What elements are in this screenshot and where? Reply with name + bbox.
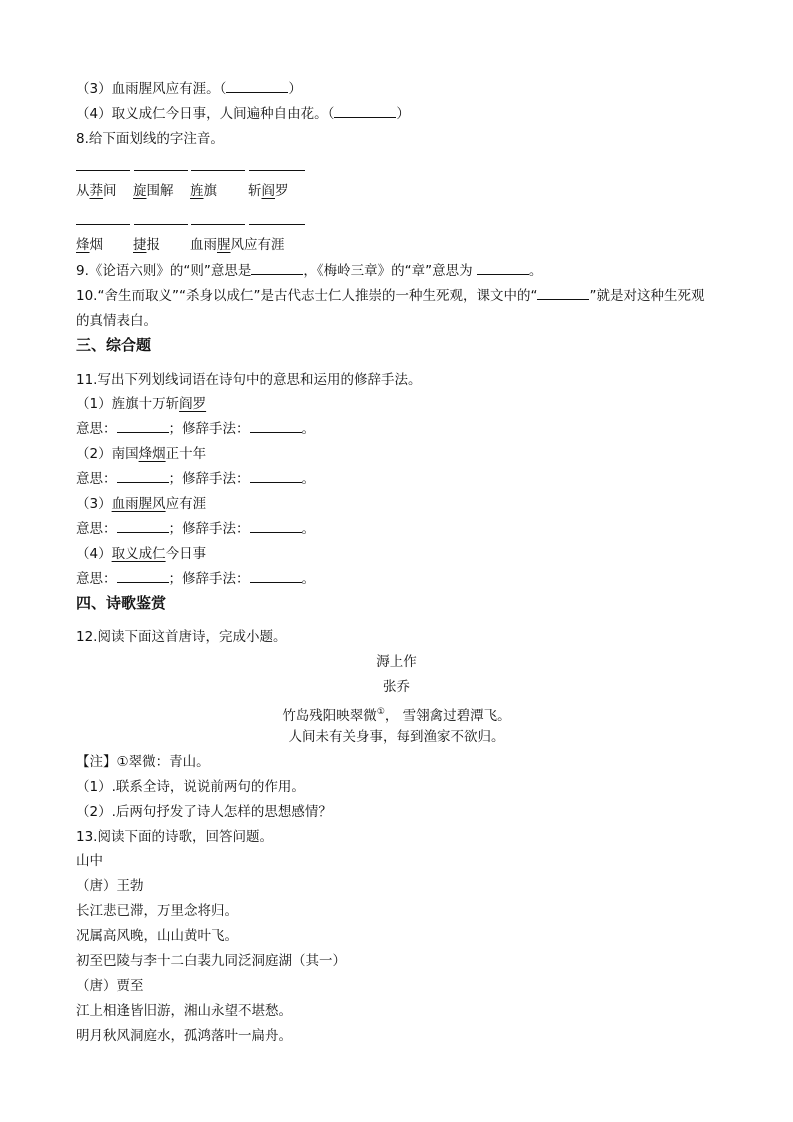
q12-stem: 12.阅读下面这首唐诗，完成小题。: [76, 629, 287, 645]
q11-item: （3）血雨腥风应有涯: [76, 496, 207, 512]
pinyin-blank[interactable]: [249, 224, 305, 225]
answer-blank[interactable]: [537, 287, 589, 300]
pinyin-blank[interactable]: [76, 170, 130, 171]
q11-stem: 11.写出下列划线词语在诗句中的意思和运用的修辞手法。: [76, 372, 422, 388]
poem-line: 人间未有关身事，每到渔家不欲归。: [288, 729, 505, 745]
poem-title: 溽上作: [376, 654, 417, 670]
q8-word: 斩阎罗: [248, 183, 289, 199]
answer-blank[interactable]: [334, 105, 396, 118]
pinyin-blank[interactable]: [249, 170, 305, 171]
poem-line: 竹岛残阳映翠微①， 雪翎禽过碧潭飞。: [282, 707, 511, 724]
q11-item: （4）取义成仁今日事: [76, 546, 207, 562]
answer-blank[interactable]: [477, 262, 529, 275]
pinyin-blank[interactable]: [191, 224, 245, 225]
poem-title: 初至巴陵与李十二白裴九同泛洞庭湖（其一）: [76, 953, 346, 969]
q13-stem: 13.阅读下面的诗歌，回答问题。: [76, 829, 273, 845]
poem-line: 明月秋风洞庭水，孤鸿落叶一扁舟。: [76, 1028, 292, 1044]
q8-word: 旌旗: [190, 183, 217, 199]
poem-author: 张乔: [383, 679, 410, 695]
q11-item: （2）南国烽烟正十年: [76, 446, 207, 462]
answer-blank[interactable]: [117, 520, 169, 533]
section-heading: 四、诗歌鉴赏: [76, 594, 167, 612]
answer-blank[interactable]: [117, 570, 169, 583]
pinyin-blank[interactable]: [76, 224, 130, 225]
answer-blank[interactable]: [250, 520, 302, 533]
answer-blank[interactable]: [226, 80, 288, 93]
q8-stem: 8.给下面划线的字注音。: [76, 131, 224, 147]
poem-author: （唐）王勃: [76, 878, 144, 894]
poem-line: 江上相逢皆旧游，湘山永望不堪愁。: [76, 1003, 292, 1019]
q12-sub1: （1）.联系全诗，说说前两句的作用。: [76, 779, 305, 795]
answer-blank[interactable]: [117, 470, 169, 483]
pinyin-blank[interactable]: [134, 224, 188, 225]
q10-line1: 10.“舍生而取义”“杀身以成仁”是古代志士仁人推崇的一种生死观，课文中的“ ”就是对这种生死观: [76, 288, 705, 304]
q11-answer-row: 意思： ；修辞手法： 。: [76, 471, 315, 487]
poem-title: 山中: [76, 853, 103, 869]
q12-sub2: （2）.后两句抒发了诗人怎样的思想感情？: [76, 804, 332, 820]
poem-line: 长江悲已滞，万里念将归。: [76, 903, 238, 919]
q10-line2: 的真情表白。: [76, 313, 157, 329]
section-heading: 三、综合题: [76, 336, 152, 354]
q11-item: （1）旌旗十万斩阎罗: [76, 396, 207, 412]
q7-item3: （3）血雨腥风应有涯。（ ）: [76, 81, 302, 97]
pinyin-blank[interactable]: [191, 170, 245, 171]
q9: 9.《论语六则》的“则”意思是 ，《梅岭三章》的“章”意思为 。: [76, 263, 543, 279]
q8-word: 血雨腥风应有涯: [190, 237, 285, 253]
answer-blank[interactable]: [251, 262, 303, 275]
q7-item4: （4）取义成仁今日事，人间遍种自由花。（ ）: [76, 106, 410, 122]
poem-note: 【注】①翠微：青山。: [76, 754, 210, 770]
q11-answer-row: 意思： ；修辞手法： 。: [76, 571, 315, 587]
answer-blank[interactable]: [117, 420, 169, 433]
pinyin-blank[interactable]: [134, 170, 188, 171]
q8-word: 从莽间: [76, 183, 117, 199]
q8-word: 烽烟: [76, 237, 103, 253]
poem-line: 况属高风晚，山山黄叶飞。: [76, 928, 238, 944]
footnote-marker: ①: [376, 707, 385, 717]
q8-word: 旋围解: [133, 183, 174, 199]
answer-blank[interactable]: [250, 570, 302, 583]
q11-answer-row: 意思： ；修辞手法： 。: [76, 421, 315, 437]
q8-word: 捷报: [133, 237, 160, 253]
q11-answer-row: 意思： ；修辞手法： 。: [76, 521, 315, 537]
poem-author: （唐）贾至: [76, 978, 144, 994]
answer-blank[interactable]: [250, 470, 302, 483]
answer-blank[interactable]: [250, 420, 302, 433]
